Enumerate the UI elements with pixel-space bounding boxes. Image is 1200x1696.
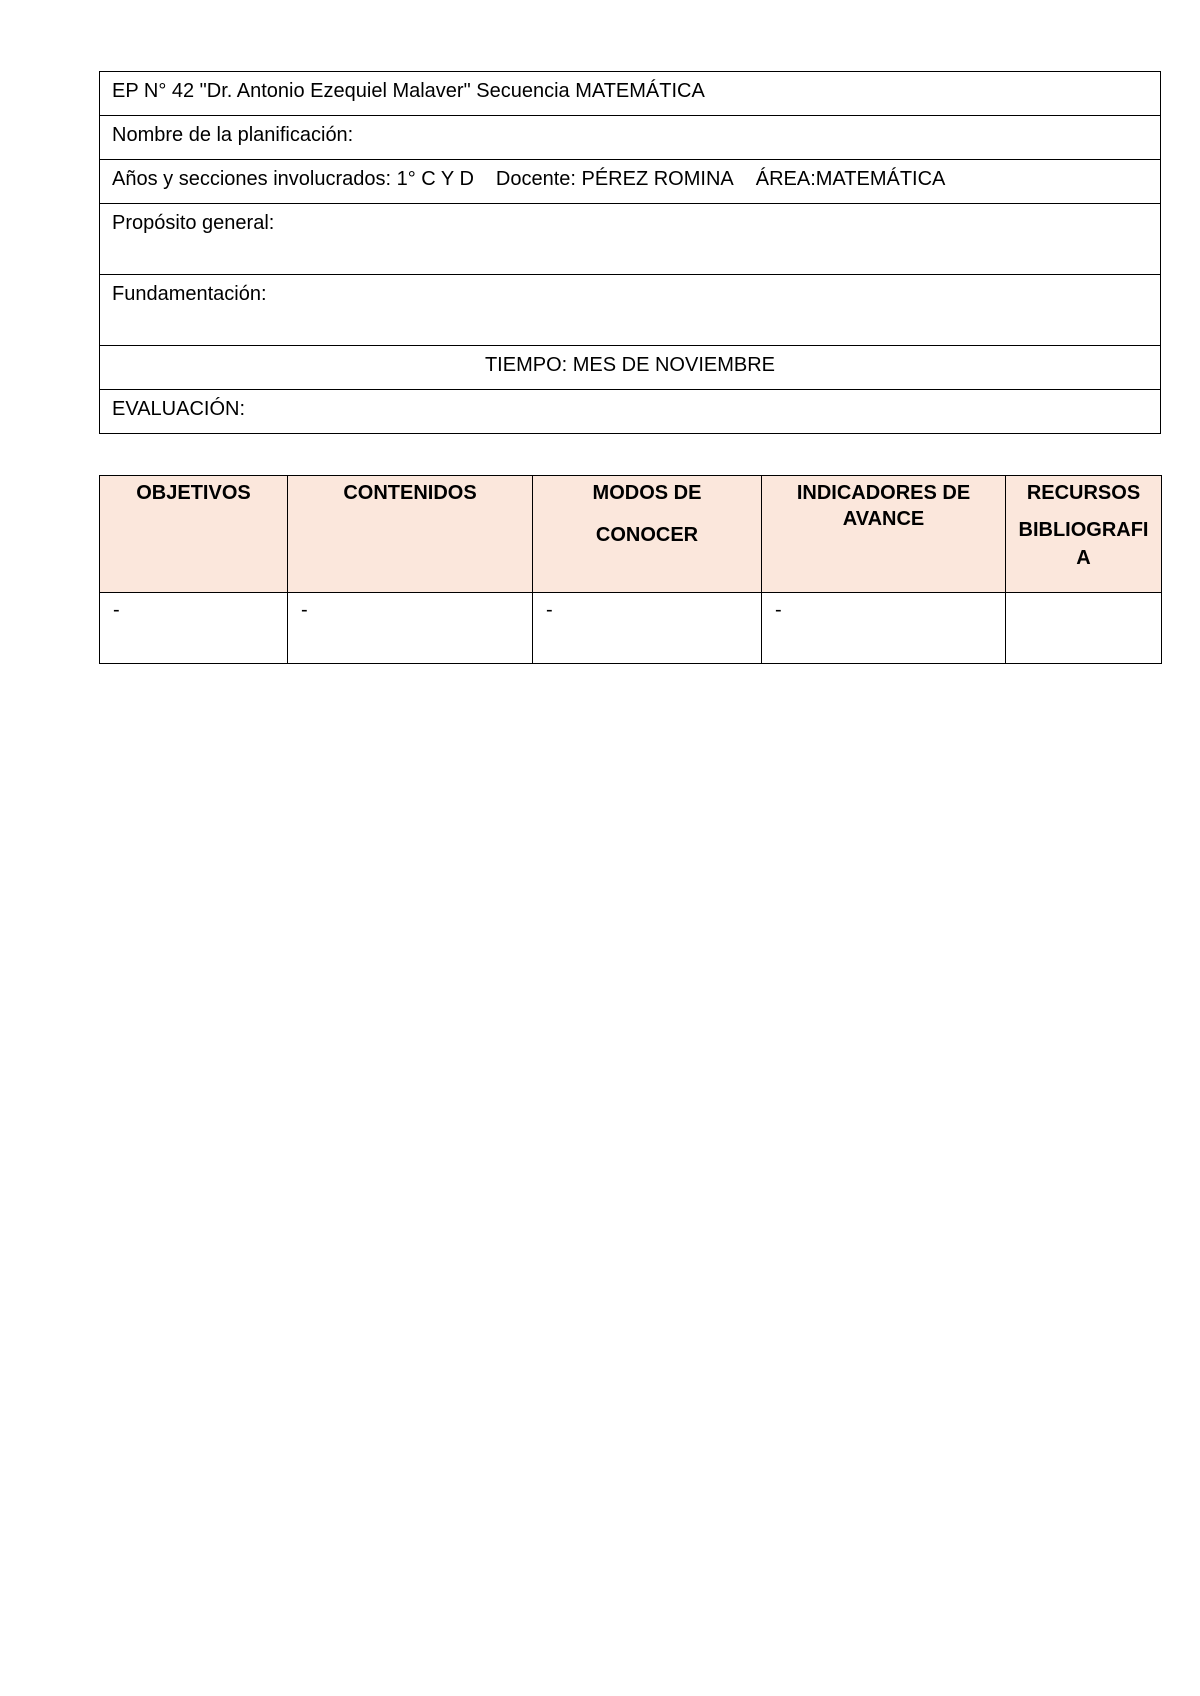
info-table [99, 71, 1161, 434]
cell-contenidos: - [288, 593, 533, 664]
cell-objetivos: - [100, 593, 288, 664]
school-line: EP N° 42 "Dr. Antonio Ezequiel Malaver" Secuencia MATEMÁTICA [100, 72, 1161, 116]
header-modos-de-conocer [533, 476, 762, 593]
header-objetivos: OBJETIVOS [100, 476, 288, 593]
table-row [100, 593, 1162, 664]
info-row-plan-name [100, 116, 1161, 160]
header-indicadores: INDICADORES DE AVANCE [762, 476, 1006, 593]
foundation-label: Fundamentación: [100, 275, 1161, 346]
info-row-years [100, 160, 1161, 204]
info-row-foundation [100, 275, 1161, 346]
plan-name-label: Nombre de la planificación: [100, 116, 1161, 160]
info-row-school [100, 72, 1161, 116]
header-recursos-label: RECURSOS [1026, 482, 1141, 504]
years-cell [100, 160, 1161, 204]
teacher-name: Docente: PÉREZ ROMINA [495, 168, 734, 190]
area-label: ÁREA:MATEMÁTICA [755, 168, 946, 190]
planning-table [99, 475, 1162, 664]
header-recursos [1006, 476, 1162, 593]
cell-modos: - [533, 593, 762, 664]
evaluation-label: EVALUACIÓN: [100, 390, 1161, 434]
planning-header-row [100, 476, 1162, 593]
info-row-time [100, 346, 1161, 390]
cell-recursos [1006, 593, 1162, 664]
info-row-evaluation [100, 390, 1161, 434]
header-modos-line2: CONOCER [595, 524, 699, 546]
time-label: TIEMPO: MES DE NOVIEMBRE [100, 346, 1161, 390]
header-modos-line1: MODOS DE [592, 482, 702, 504]
header-bibliografia-label: BIBLIOGRAFIA [1018, 519, 1149, 569]
header-contenidos: CONTENIDOS [288, 476, 533, 593]
cell-indicadores: - [762, 593, 1006, 664]
years-sections: Años y secciones involucrados: 1° C Y D [112, 168, 474, 190]
info-row-purpose [100, 204, 1161, 275]
purpose-label: Propósito general: [100, 204, 1161, 275]
